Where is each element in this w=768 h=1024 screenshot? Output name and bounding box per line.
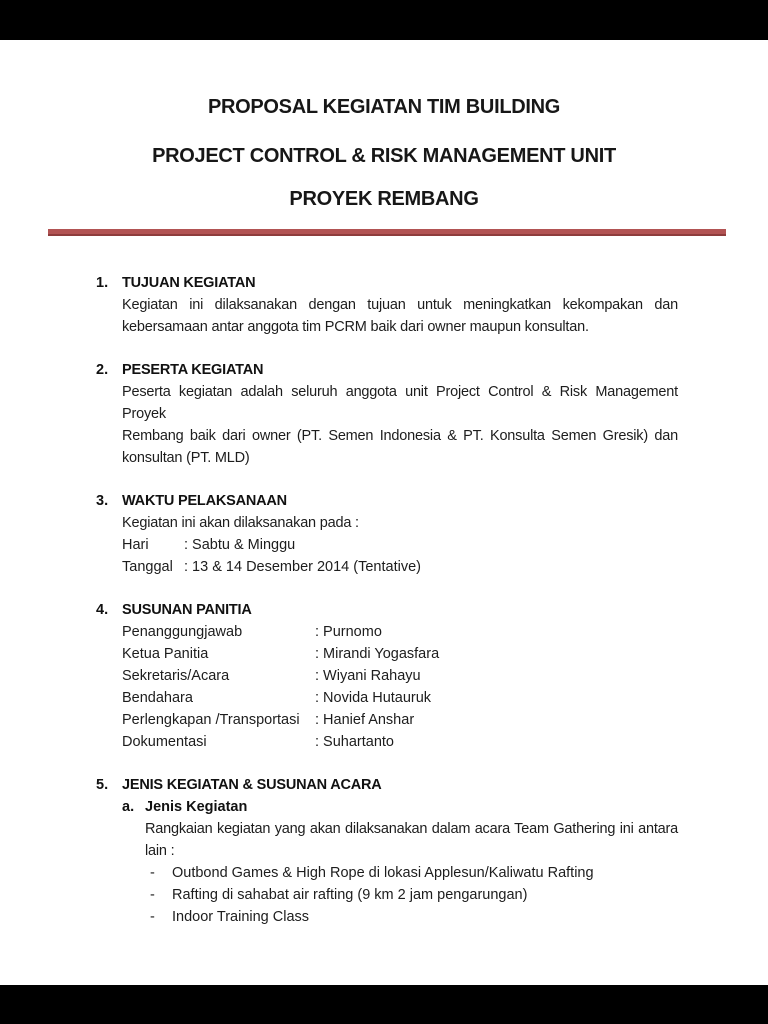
list-item [145, 862, 678, 884]
document-body [0, 272, 768, 928]
paragraph-line: konsultan (PT. MLD) [122, 450, 250, 466]
doc-title-line-2: PROJECT CONTROL & RISK MANAGEMENT UNIT [152, 145, 616, 167]
subsection-letter: a. [122, 799, 135, 815]
section-heading: TUJUAN KEGIATAN [122, 275, 256, 291]
section-jenis-kegiatan [0, 774, 678, 928]
detail-label: Perlengkapan /Transportasi [122, 712, 300, 728]
detail-label: Ketua Panitia [122, 646, 209, 662]
letterbox-bottom [0, 985, 768, 1024]
detail-label: Penanggungjawab [122, 624, 243, 640]
paragraph-line: kebersamaan antar anggota tim PCRM baik dari owner maupun konsultan. [122, 319, 589, 335]
detail-row [122, 709, 678, 731]
detail-value: : Hanief Anshar [315, 712, 415, 728]
detail-value: : Suhartanto [315, 734, 394, 750]
paragraph-line: Peserta kegiatan adalah seluruh anggota unit Project Control & Risk Management Proyek [122, 384, 678, 422]
list-item [145, 884, 678, 906]
subsection-jenis-kegiatan [122, 796, 678, 928]
detail-row [122, 534, 678, 556]
detail-row [122, 621, 678, 643]
bullet-marker: - [150, 887, 155, 903]
section-number: 3. [96, 493, 109, 509]
paragraph-line: Rembang baik dari owner (PT. Semen Indonesia & PT. Konsulta Semen Gresik) dan [122, 428, 678, 444]
section-heading: WAKTU PELAKSANAAN [122, 493, 287, 509]
subsection-heading: Jenis Kegiatan [145, 799, 248, 815]
section-number: 4. [96, 602, 109, 618]
detail-label: Bendahara [122, 690, 193, 706]
section-number: 5. [96, 777, 109, 793]
detail-row [122, 665, 678, 687]
detail-label: Dokumentasi [122, 734, 207, 750]
section-heading: JENIS KEGIATAN & SUSUNAN ACARA [122, 777, 382, 793]
paragraph-line: Kegiatan ini dilaksanakan dengan tujuan untuk meningkatkan kekompakan dan [122, 297, 678, 313]
detail-label: Hari [122, 537, 149, 553]
detail-label: Tanggal [122, 559, 173, 575]
doc-title-line-3: PROYEK REMBANG [289, 188, 479, 210]
title-divider-rule [48, 229, 726, 236]
bullet-marker: - [150, 909, 155, 925]
section-heading: SUSUNAN PANITIA [122, 602, 252, 618]
detail-row [122, 643, 678, 665]
section-tujuan-kegiatan [0, 272, 678, 338]
paragraph-line: lain : [145, 843, 175, 859]
section-waktu-pelaksanaan [0, 490, 678, 578]
detail-row [122, 687, 678, 709]
section-peserta-kegiatan [0, 359, 678, 469]
paragraph-line: Rangkaian kegiatan yang akan dilaksanakan dalam acara Team Gathering ini antara [145, 821, 678, 837]
paragraph-line: Kegiatan ini akan dilaksanakan pada : [122, 515, 359, 531]
detail-value: : Wiyani Rahayu [315, 668, 421, 684]
detail-value: : Novida Hutauruk [315, 690, 432, 706]
detail-row [122, 556, 678, 578]
section-heading: PESERTA KEGIATAN [122, 362, 264, 378]
letterbox-top [0, 0, 768, 40]
list-item-text: Outbond Games & High Rope di lokasi Applesun/Kaliwatu Rafting [172, 865, 594, 881]
detail-label: Sekretaris/Acara [122, 668, 230, 684]
detail-value: : 13 & 14 Desember 2014 (Tentative) [184, 559, 421, 575]
detail-value: : Sabtu & Minggu [184, 537, 296, 553]
section-number: 2. [96, 362, 109, 378]
list-item [145, 906, 678, 928]
list-item-text: Rafting di sahabat air rafting (9 km 2 jam pengarungan) [172, 887, 528, 903]
list-item-text: Indoor Training Class [172, 909, 310, 925]
detail-value: : Purnomo [315, 624, 382, 640]
detail-row [122, 731, 678, 753]
detail-value: : Mirandi Yogasfara [315, 646, 440, 662]
section-number: 1. [96, 275, 109, 291]
doc-title-line-1: PROPOSAL KEGIATAN TIM BUILDING [207, 96, 561, 118]
section-susunan-panitia [0, 599, 678, 753]
bullet-marker: - [150, 865, 155, 881]
